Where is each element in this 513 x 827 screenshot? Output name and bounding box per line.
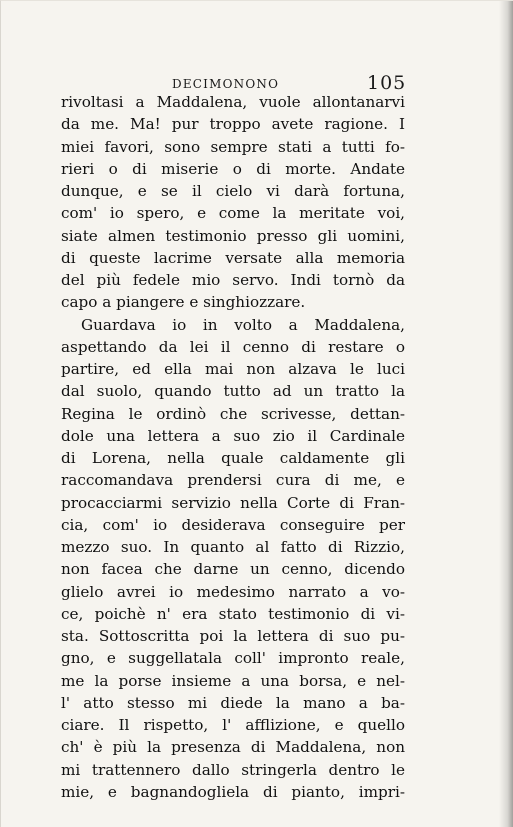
paragraph-1: [61, 91, 405, 314]
text-line: dole una lettera a suo zio il Cardinale: [61, 426, 405, 445]
text-line: dunque, e se il cielo vi darà fortuna,: [61, 182, 405, 200]
text-line: mi trattennero dallo stringerla dentro le: [61, 760, 405, 779]
text-line: dal suolo, quando tutto ad un tratto la: [61, 382, 405, 401]
text-line: mie, e bagnandogliela di pianto, impri-: [61, 782, 405, 801]
text-line: rivoltasi a Maddalena, vuole allontanarvi: [61, 93, 405, 111]
text-line: da me. Ma! pur troppo avete ragione. I: [61, 115, 405, 134]
text-line: siate almen testimonio presso gli uomini,: [61, 226, 405, 245]
text-line: me la porse insieme a una borsa, e nel-: [61, 671, 405, 690]
text-line: sta. Sottoscritta poi la lettera di suo pu-: [61, 627, 405, 645]
text-line: ce, poichè n' era stato testimonio di vi-: [61, 604, 405, 623]
text-line: procacciarmi servizio nella Corte di Fran-: [61, 493, 405, 512]
text-line: com' io spero, e come la meritate voi,: [61, 204, 405, 223]
text-line: ciare. Il rispetto, l' afflizione, e quello: [61, 716, 405, 734]
text-line: non facea che darne un cenno, dicendo: [61, 560, 405, 579]
paragraph-2: [61, 314, 405, 804]
text-line: mezzo suo. In quanto al fatto di Rizzio,: [61, 538, 405, 556]
text-line: Regina le ordinò che scrivesse, dettan-: [61, 404, 405, 423]
text-line: di queste lacrime versate alla memoria: [61, 248, 405, 267]
text-line: aspettando da lei il cenno di restare o: [61, 337, 405, 356]
body-text: [61, 91, 405, 803]
text-line: di Lorena, nella quale caldamente gli: [61, 449, 405, 467]
running-title: DECIMONONO: [172, 77, 280, 91]
page-number: 105: [367, 72, 407, 94]
text-line: cia, com' io desiderava conseguire per: [61, 515, 405, 534]
text-line: raccomandava prendersi cura di me, e: [61, 471, 405, 490]
text-line: rieri o di miserie o di morte. Andate: [61, 159, 405, 178]
text-line: l' atto stesso mi diede la mano a ba-: [61, 693, 405, 712]
text-line: glielo avrei io medesimo narrato a vo-: [61, 582, 405, 601]
text-line: ch' è più la presenza di Maddalena, non: [61, 738, 405, 757]
text-line: gno, e suggellatala coll' impronto reale,: [61, 649, 405, 668]
text-line: Guardava io in volto a Maddalena,: [81, 315, 405, 334]
text-line: del più fedele mio servo. Indi tornò da: [61, 271, 405, 289]
text-line: miei favori, sono sempre stati a tutti fo-: [61, 137, 405, 156]
text-line: partire, ed ella mai non alzava le luci: [61, 360, 405, 378]
text-line: capo a piangere e singhiozzare.: [61, 293, 306, 312]
